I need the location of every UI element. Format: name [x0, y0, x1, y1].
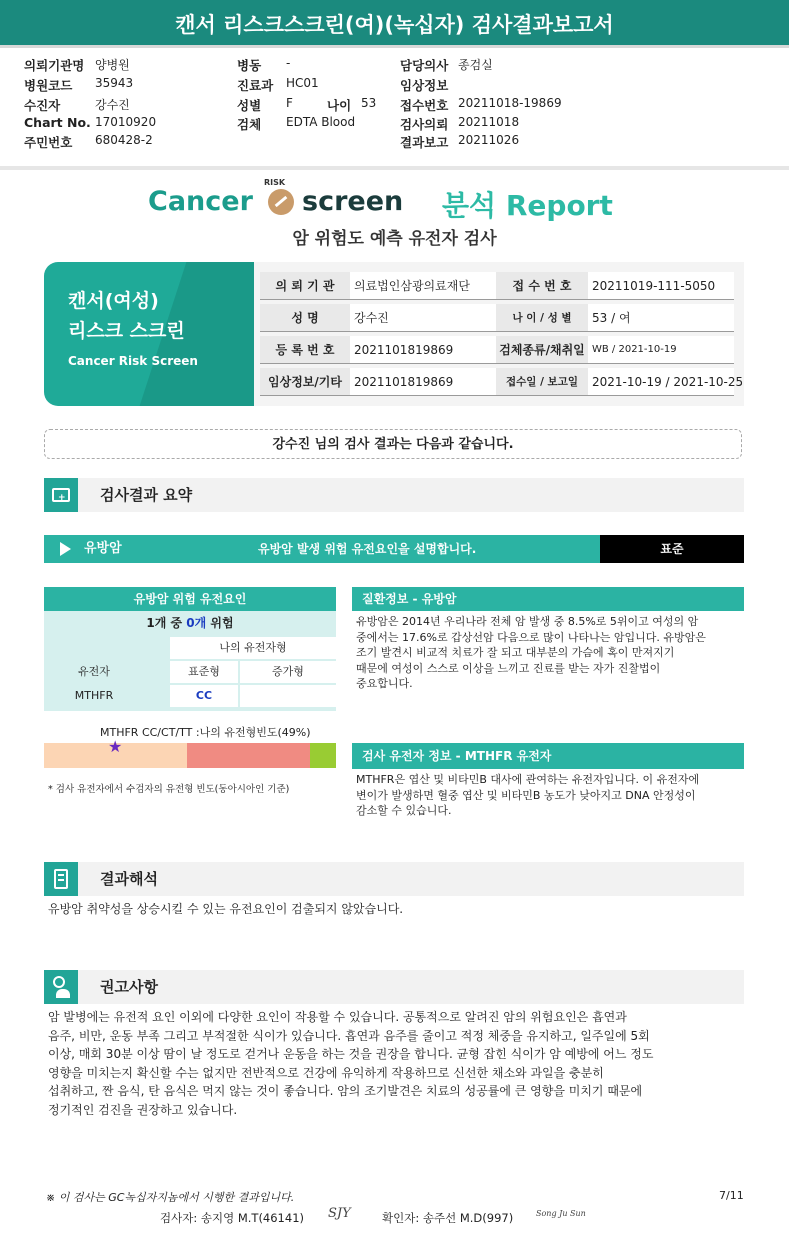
- age-value: 53: [361, 96, 377, 110]
- gene_info.text-line: 변이가 발생하면 혈중 엽산 및 비타민B 농도가 낮아지고 DNA 안정성이: [356, 788, 696, 802]
- subtitle: 암 위험도 예측 유전자 검사: [292, 229, 497, 249]
- section-summary-title: 검사결과 요약: [100, 486, 193, 504]
- meta-label: 병동: [237, 58, 262, 73]
- disease-text: [356, 614, 706, 692]
- page-number: 7/11: [719, 1189, 744, 1202]
- col-gene: 유전자: [78, 665, 110, 678]
- genotype-frequency-bar: [44, 743, 336, 768]
- gene_info.text-line: MTHFR은 엽산 및 비타민B 대사에 관여하는 유전자입니다. 이 유전자에: [356, 773, 700, 786]
- meta-label: 담당의사: [400, 58, 449, 73]
- section-interpret-title: 결과해석: [100, 870, 158, 888]
- disease.text-line: 유방암은 2014년 우리나라 전체 암 발생 중 8.5%로 5위이고 여성의 암: [356, 615, 699, 628]
- cancer-bar: [44, 535, 600, 563]
- logo-screen: screen: [302, 186, 404, 217]
- play-icon: [60, 542, 71, 556]
- gene-table-title: 유방암 위험 유전요인: [44, 587, 336, 611]
- patient-info-table: [254, 262, 744, 406]
- risk-count-post: 위험: [206, 616, 234, 630]
- risk-count: [44, 611, 336, 635]
- logo: [0, 178, 789, 226]
- meta-label: 검사의뢰: [400, 117, 449, 132]
- cancer-desc: 유방암 발생 위험 유전요인을 설명합니다.: [258, 542, 477, 556]
- gene-name: MTHFR: [74, 689, 114, 702]
- freq-segment: [187, 743, 310, 768]
- freq-label: MTHFR CC/CT/TT :나의 유전형빈도(49%): [100, 726, 311, 739]
- meta-value: EDTA Blood: [286, 115, 356, 129]
- advice_text-line: 음주, 비만, 운동 부족 그리고 부적절한 식이가 있습니다. 흡연과 음주를 줄이고 적정 체중을 유지하고, 일주일에 5회: [48, 1028, 650, 1043]
- info-value: WB / 2021-10-19: [588, 336, 734, 364]
- meta-label: 수진자: [24, 98, 61, 113]
- folder-plus-icon: +: [44, 478, 78, 512]
- info-value: 53 / 여: [588, 304, 734, 332]
- examiner-signature: SJY: [328, 1206, 351, 1221]
- advice-text: [48, 1008, 653, 1119]
- disease.text-line: 중요합니다.: [356, 677, 413, 690]
- confirmer: 확인자: 송주선 M.D(997): [382, 1211, 514, 1225]
- report-title: 캔서 리스크스크린(여)(녹십자) 검사결과보고서: [0, 0, 789, 48]
- result-badge: 표준: [600, 535, 744, 563]
- gene-std-value: CC: [195, 689, 213, 702]
- clipboard-icon: [44, 862, 78, 896]
- meta-label: 임상정보: [400, 78, 449, 93]
- advice_text-line: 섭취하고, 짠 음식, 탄 음식은 먹지 않는 것이 좋습니다. 암의 조기발견은 치료의 성공률에 큰 영향을 미치기 때문에: [48, 1084, 643, 1098]
- interpret-text: 유방암 취약성을 상승시킬 수 있는 유전요인이 검출되지 않았습니다.: [48, 902, 404, 916]
- risk-count-num: 0개: [186, 616, 207, 630]
- advice_text-line: 이상, 매회 30분 이상 땀이 날 정도로 걷거나 운동을 하는 것을 권장을 합니다. 균형 잡힌 식이가 암 예방에 어느 정도: [48, 1047, 654, 1061]
- meta-value: -: [286, 56, 291, 70]
- info-label: 임상정보/기타: [260, 368, 350, 396]
- disease-title: 질환정보 - 유방암: [352, 587, 744, 611]
- gene-info-text: [356, 772, 699, 819]
- meta-label: 검체: [237, 117, 262, 132]
- meta-label: 결과보고: [400, 135, 449, 150]
- star-icon: ★: [108, 737, 123, 756]
- meta-value: 35943: [95, 76, 134, 90]
- info-label: 검체종류/채취일: [496, 336, 588, 364]
- meta-label: 주민번호: [24, 135, 73, 150]
- col-increased: 증가형: [272, 665, 304, 678]
- my-genotype-header: 나의 유전자형: [219, 641, 287, 654]
- meta-value: 20211026: [458, 133, 520, 147]
- info-value: 2021101819869: [350, 368, 496, 396]
- result-notice: 강수진 님의 검사 결과는 다음과 같습니다.: [44, 429, 742, 459]
- advice_text-line: 영향을 미치는지 확신할 수는 없지만 전반적으로 건강에 유익하게 작용하므로 신선한 채소와 과일을 충분히: [48, 1065, 604, 1080]
- disease.text-line: 중에서는 17.6%로 갑상선암 다음으로 많이 나타나는 암입니다. 유방암은: [356, 630, 706, 644]
- meta-value: F: [286, 96, 293, 110]
- meta-label: 성별: [237, 98, 262, 113]
- meta-label: 진료과: [237, 78, 274, 93]
- divider: [0, 166, 789, 170]
- info-label: 등 록 번 호: [260, 336, 350, 364]
- advice_text-line: 정기적인 검진을 권장하고 있습니다.: [48, 1102, 238, 1117]
- info-value: 의료법인삼광의료재단: [350, 272, 496, 300]
- meta-label: 의뢰기관명: [24, 58, 85, 73]
- info-label: 성 명: [260, 304, 350, 332]
- doctor-icon: [44, 970, 78, 1004]
- footer-note: ※ 이 검사는 GC녹십자지놈에서 시행한 결과입니다.: [46, 1191, 295, 1204]
- info-value: 강수진: [350, 304, 496, 332]
- info-value: 20211019-111-5050: [588, 272, 734, 300]
- logo-report: 분석 Report: [442, 189, 613, 222]
- info-label: 접 수 번 호: [496, 272, 588, 300]
- info-label: 나 이 / 성 별: [496, 304, 588, 332]
- logo-risk: RISK: [264, 178, 286, 187]
- section-advice: [44, 970, 744, 1004]
- info-label: 의 뢰 기 관: [260, 272, 350, 300]
- meta-label: 접수번호: [400, 98, 449, 113]
- cancer-name: 유방암: [84, 541, 122, 556]
- meta-value: 종검실: [458, 58, 493, 72]
- gene-info-title: 검사 유전자 정보 - MTHFR 유전자: [352, 743, 744, 769]
- meta-value: 20211018-19869: [458, 96, 562, 110]
- disease.text-line: 조기 발견시 비교적 치료가 잘 되고 대부분의 가슴에 혹이 만져지기: [356, 646, 675, 659]
- logo-mark-icon: [268, 189, 294, 215]
- product-badge: [44, 262, 254, 406]
- meta-value: 양병원: [95, 58, 130, 72]
- badge-title-1: 캔서(여성): [68, 290, 159, 312]
- col-standard: 표준형: [188, 665, 220, 678]
- meta-label: Chart No.: [24, 115, 91, 130]
- disease.text-line: 때문에 여성이 스스로 이상을 느끼고 진료를 받는 자가 진찰법이: [356, 661, 661, 675]
- meta-label: 병원코드: [24, 78, 73, 93]
- meta-value: HC01: [286, 76, 319, 90]
- examiner: 검사자: 송지영 M.T(46141): [160, 1211, 304, 1225]
- freq-segment: [310, 743, 336, 768]
- meta-value: 강수진: [95, 98, 130, 112]
- gene_info.text-line: 감소할 수 있습니다.: [356, 804, 452, 817]
- badge-sub: Cancer Risk Screen: [68, 354, 198, 368]
- info-value: 2021-10-19 / 2021-10-25: [588, 368, 734, 396]
- gene-table: [44, 611, 336, 711]
- advice_text-line: 암 발병에는 유전적 요인 이외에 다양한 요인이 작용할 수 있습니다. 공통적으로 알려진 암의 위험요인은 흡연과: [48, 1010, 627, 1024]
- info-label: 접수일 / 보고일: [496, 368, 588, 396]
- risk-count-pre: 1개 중: [146, 616, 187, 630]
- meta-value: 20211018: [458, 115, 520, 129]
- age-label: 나이: [327, 98, 352, 113]
- logo-cancer: Cancer: [148, 186, 253, 217]
- meta-value: 17010920: [95, 115, 157, 129]
- confirmer-signature: Song Ju Sun: [536, 1209, 586, 1218]
- section-advice-title: 권고사항: [100, 978, 158, 996]
- badge-title-2: 리스크 스크린: [68, 320, 185, 342]
- info-value: 2021101819869: [350, 336, 496, 364]
- meta-value: 680428-2: [95, 133, 153, 147]
- section-interpret: [44, 862, 744, 896]
- section-summary: [44, 478, 744, 512]
- footnote: * 검사 유전자에서 수검자의 유전형 빈도(동아시아인 기준): [48, 784, 290, 795]
